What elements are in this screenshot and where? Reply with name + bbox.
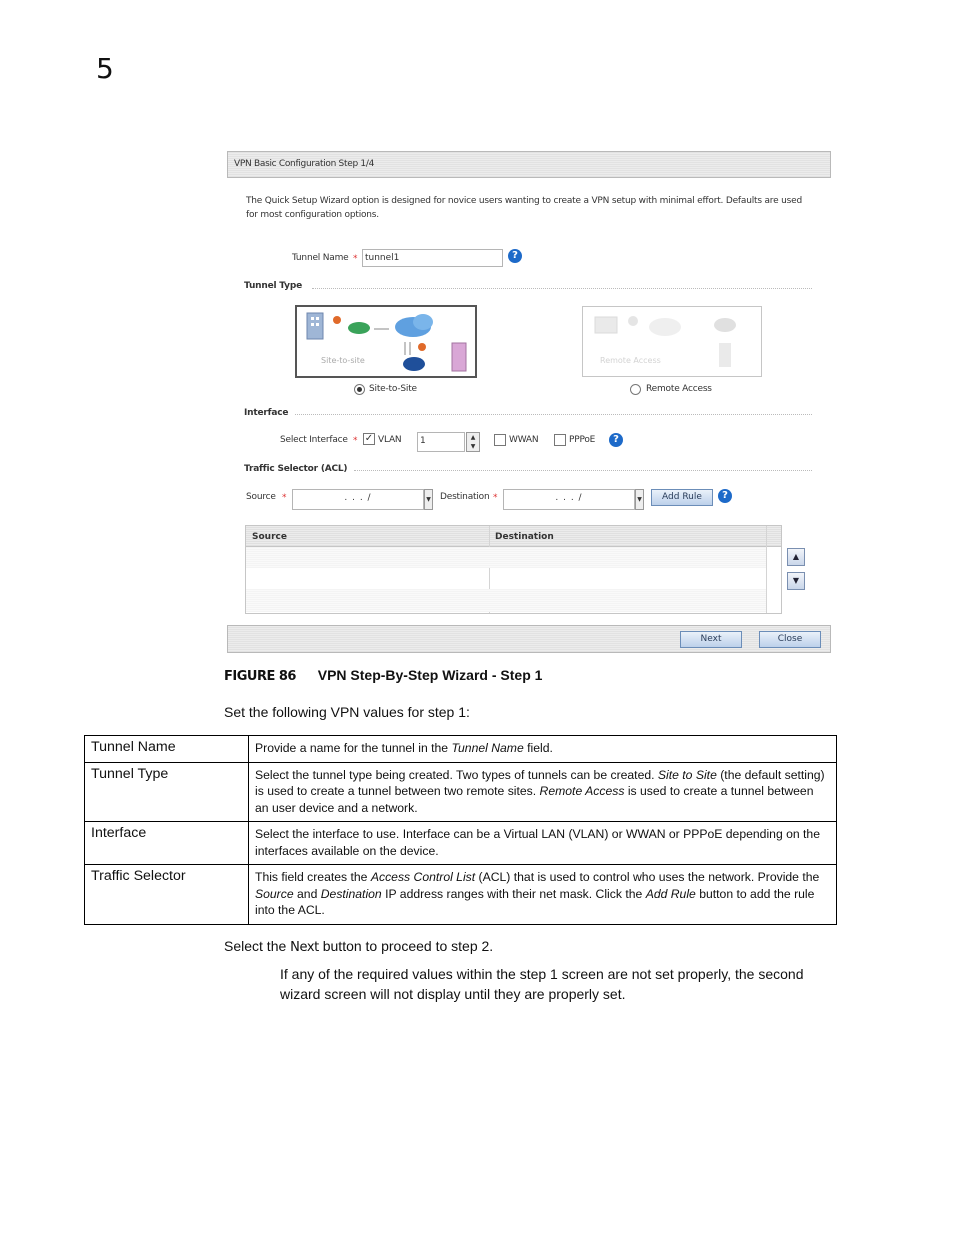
interface-section: Interface [244,408,289,418]
table-term: Tunnel Name [85,736,249,763]
site-to-site-radio[interactable] [354,384,365,395]
wwan-label: WWAN [509,435,539,445]
acl-rules-grid [245,525,782,614]
required-mark: * [353,436,358,446]
remote-access-diagram-icon [583,307,761,376]
grid-column-source[interactable]: Source [252,532,287,542]
wizard-title: VPN Basic Configuration Step 1/4 [234,159,374,169]
table-description: Select the tunnel type being created. Two types of tunnels can be created. Site to Site (the default setting) is used to create a tunnel between two remote sites. Remote Access is used to create a tunnel between an user device and a network. [249,762,837,822]
section-divider [354,470,812,471]
destination-dropdown[interactable]: ▼ [635,489,644,510]
next-instruction: Select the Next button to proceed to step 2. [224,938,494,955]
wizard-intro: The Quick Setup Wizard option is designed for novice users wanting to create a VPN setup with minimal effort. Defaults are used for most configuration options. [246,196,802,220]
traffic-selector-section: Traffic Selector (ACL) [244,464,348,474]
remote-access-tile-label: Remote Access [600,356,661,365]
site-to-site-tile[interactable] [295,305,477,378]
site-to-site-diagram-icon [297,307,475,376]
select-interface-label: Select Interface [280,435,348,445]
source-ip-input[interactable]: . . . / [292,489,424,510]
table-row [85,822,837,865]
table-description: This field creates the Access Control List (ACL) that is used to control who uses the network. Provide the Source and Destination IP address ranges with their net mask. Click the Add Rule button to add the rule into the ACL. [249,865,837,925]
table-row [85,865,837,925]
vlan-spinner[interactable]: ▲ ▼ [466,432,480,452]
wizard-footer [227,625,831,653]
required-mark: * [282,493,287,503]
table-row [85,736,837,763]
vlan-checkbox[interactable]: ✓ [364,433,374,444]
vpn-wizard-screenshot [227,151,831,653]
remote-access-radio[interactable] [630,384,641,395]
source-label: Source [246,492,276,502]
table-row[interactable] [246,547,766,568]
tunnel-name-input[interactable]: tunnel1 [362,249,503,267]
close-button[interactable]: Close [759,631,821,648]
table-description: Select the interface to use. Interface can be a Virtual LAN (VLAN) or WWAN or PPPoE depending on the interfaces available on the device. [249,822,837,865]
move-up-icon[interactable]: ▲ [787,548,805,566]
tunnel-type-section: Tunnel Type [244,281,302,291]
destination-label: Destination [440,492,490,502]
section-divider [295,414,812,415]
figure-caption [224,667,542,684]
table-row [85,762,837,822]
figure-title: VPN Step-By-Step Wizard - Step 1 [317,667,543,683]
destination-ip-input[interactable]: . . . / [503,489,635,510]
pppoe-checkbox[interactable] [554,434,566,446]
chapter-number: 5 [96,52,114,85]
vlan-label: VLAN [378,435,402,445]
intro-line: Set the following VPN values for step 1: [224,704,470,720]
site-to-site-radio-label: Site-to-Site [369,384,417,394]
help-icon[interactable]: ? [609,433,623,447]
grid-column-divider [766,526,767,613]
table-term: Interface [85,822,249,865]
figure-label: FIGURE 86 [224,669,296,684]
add-rule-button[interactable]: Add Rule [651,489,713,506]
table-description: Provide a name for the tunnel in the Tunnel Name field. [249,736,837,763]
source-dropdown[interactable]: ▼ [424,489,433,510]
next-button[interactable]: Next [680,631,742,648]
wwan-checkbox[interactable] [494,434,506,446]
grid-column-destination[interactable]: Destination [495,532,554,542]
help-icon[interactable]: ? [718,489,732,503]
section-divider [312,288,812,289]
vlan-id-input[interactable]: 1 [417,432,465,452]
table-row[interactable] [246,589,766,612]
move-down-icon[interactable]: ▼ [787,572,805,590]
parameter-table [84,735,837,925]
table-term: Tunnel Type [85,762,249,822]
required-mark: * [493,493,498,503]
pppoe-label: PPPoE [569,435,596,445]
tunnel-name-label: Tunnel Name [292,253,349,263]
remote-access-radio-label: Remote Access [646,384,712,394]
site-to-site-tile-label: Site-to-site [321,356,365,365]
wizard-title-bar [227,151,831,178]
note-text: If any of the required values within the step 1 screen are not set properly, the second wizard screen will not display until they are properly set. [280,966,804,1002]
table-term: Traffic Selector [85,865,249,925]
remote-access-tile[interactable] [582,306,762,377]
help-icon[interactable]: ? [508,249,522,263]
required-mark: * [353,254,358,264]
